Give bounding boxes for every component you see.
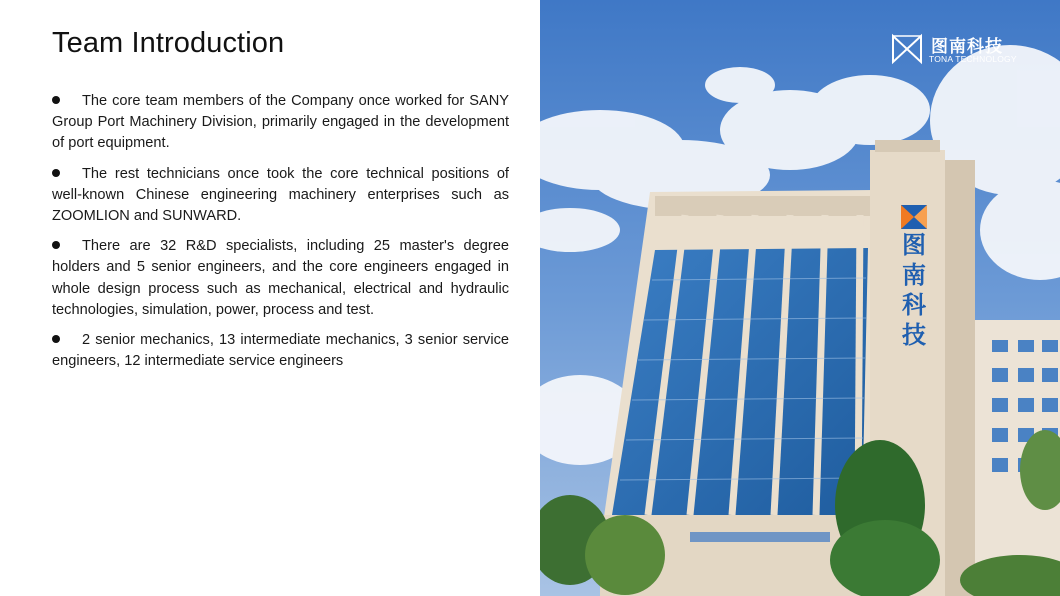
svg-text:科: 科 [902,291,926,319]
svg-text:技: 技 [902,321,926,349]
bullet-text: 2 senior mechanics, 13 intermediate mechanics, 3 senior service engineers, 12 intermediate service engineers [52,332,509,370]
bullet-dot-icon [52,169,60,177]
bullet-dot-icon [52,96,60,104]
bullet-dot-icon [52,335,60,343]
company-logo-icon [891,32,923,66]
company-name-chinese: 图南科技 [931,37,1003,57]
bullet-text: There are 32 R&D specialists, including 25 master's degree holders and 5 senior engineers, and the core engineers engaged in whole design process such as mechanical, electrical and hydraulic technologies, simulation, power, process and test. [52,238,509,318]
bullet-list [52,91,509,381]
bullet-item [52,91,509,155]
bullet-item [52,164,509,228]
bullet-item [52,236,509,321]
slide-title: Team Introduction [52,27,285,59]
bullet-item [52,330,509,372]
company-name-english: TONA TECHNOLOGY [929,54,1017,64]
building-photo-panel [540,0,1060,596]
svg-text:南: 南 [902,261,926,289]
bullet-dot-icon [52,241,60,249]
svg-text:图: 图 [902,231,926,259]
bullet-text: The rest technicians once took the core technical positions of well-known Chinese engineering machinery enterprises such as ZOOMLION and SUNWARD. [52,165,509,225]
company-logo [891,30,1021,70]
building-logo-icon [901,205,927,229]
bullet-text: The core team members of the Company once worked for SANY Group Port Machinery Division, primarily engaged in the development of port equipment. [52,93,509,152]
building-photo [540,0,1060,596]
